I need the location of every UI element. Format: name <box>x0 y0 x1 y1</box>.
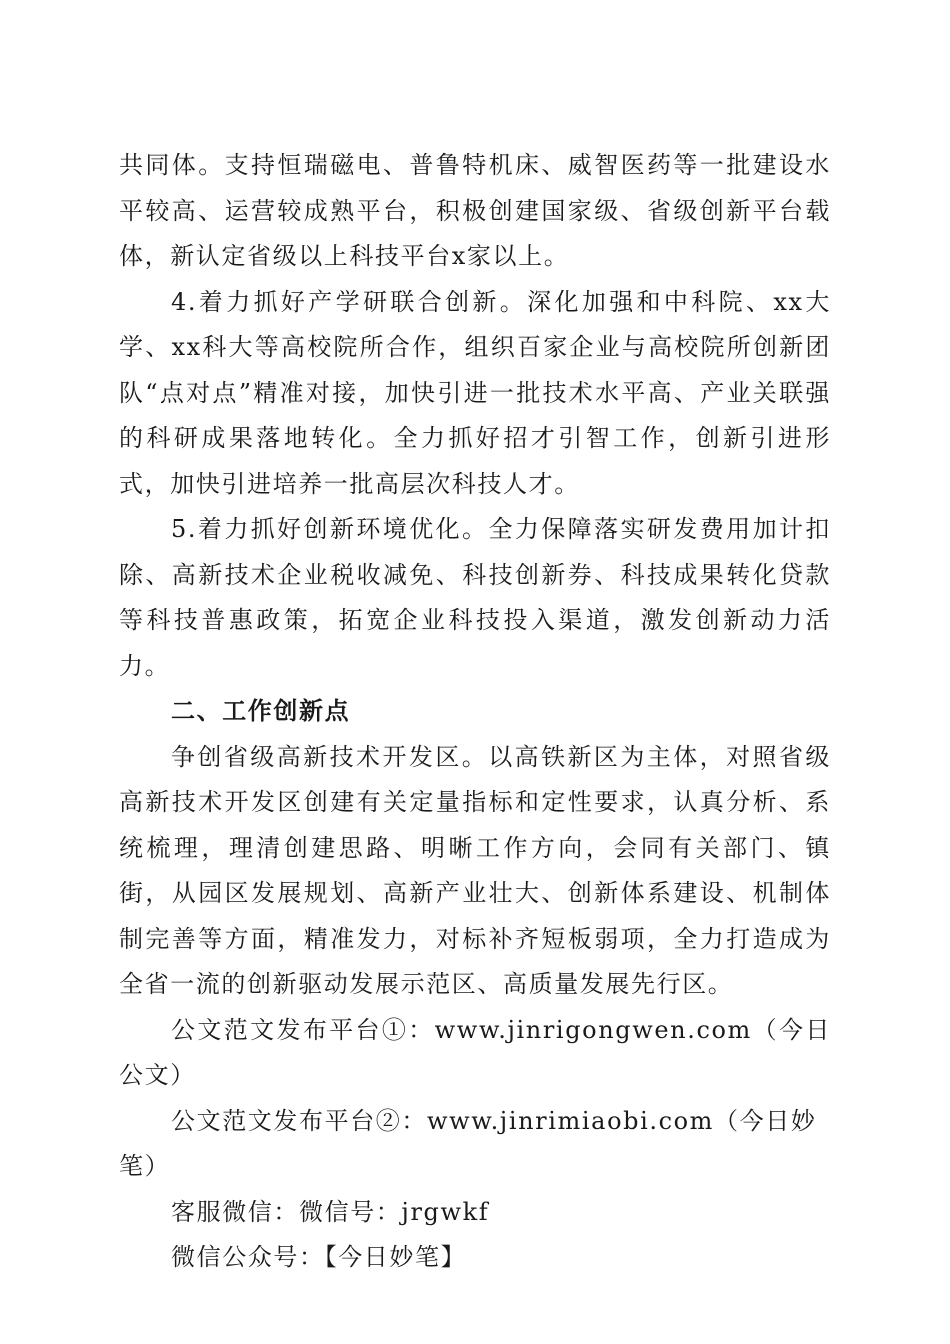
footer-platform-2: 公文范文发布平台②：www.jinrimiaobi.com（今日妙笔） <box>119 1106 817 1180</box>
footer-service-wechat: 客服微信：微信号：jrgwkf <box>171 1197 490 1226</box>
paragraph-item-5: 5.着力抓好创新环境优化。全力保障落实研发费用加计扣除、高新技术企业税收减免、科技创新券、科技成果转化贷款等科技普惠政策，拓宽企业科技投入渠道，激发创新动力活力。 <box>119 515 831 680</box>
paragraph-continuation: 共同体。支持恒瑞磁电、普鲁特机床、威智医药等一批建设水平较高、运营较成熟平台，积极创建国家级、省级创新平台载体，新认定省级以上科技平台x家以上。 <box>119 151 831 270</box>
footer-official-account: 微信公众号：【今日妙笔】 <box>171 1243 467 1271</box>
paragraph-item-4: 4.着力抓好产学研联合创新。深化加强和中科院、xx大学、xx科大等高校院所合作，组织百家企业与高校院所创新团队“点对点”精准对接，加快引进一批技术水平高、产业关联强的科研成果落地转化。全力抓好招才引智工作，创新引进形式，加快引进培养一批高层次科技人才。 <box>119 287 831 498</box>
section-heading: 二、工作创新点 <box>171 697 351 725</box>
section-paragraph: 争创省级高新技术开发区。以高铁新区为主体，对照省级高新技术开发区创建有关定量指标和定性要求，认真分析、系统梳理，理清创建思路、明晰工作方向，会同有关部门、镇街，从园区发展规划、高新产业壮大、创新体系建设、机制体制完善等方面，精准发力，对标补齐短板弱项，全力打造成为全省一流的创新驱动发展示范区、高质量发展先行区。 <box>119 742 831 998</box>
footer-platform-1: 公文范文发布平台①：www.jinrigongwen.com（今日公文） <box>119 1015 831 1089</box>
document-body <box>119 143 831 1281</box>
